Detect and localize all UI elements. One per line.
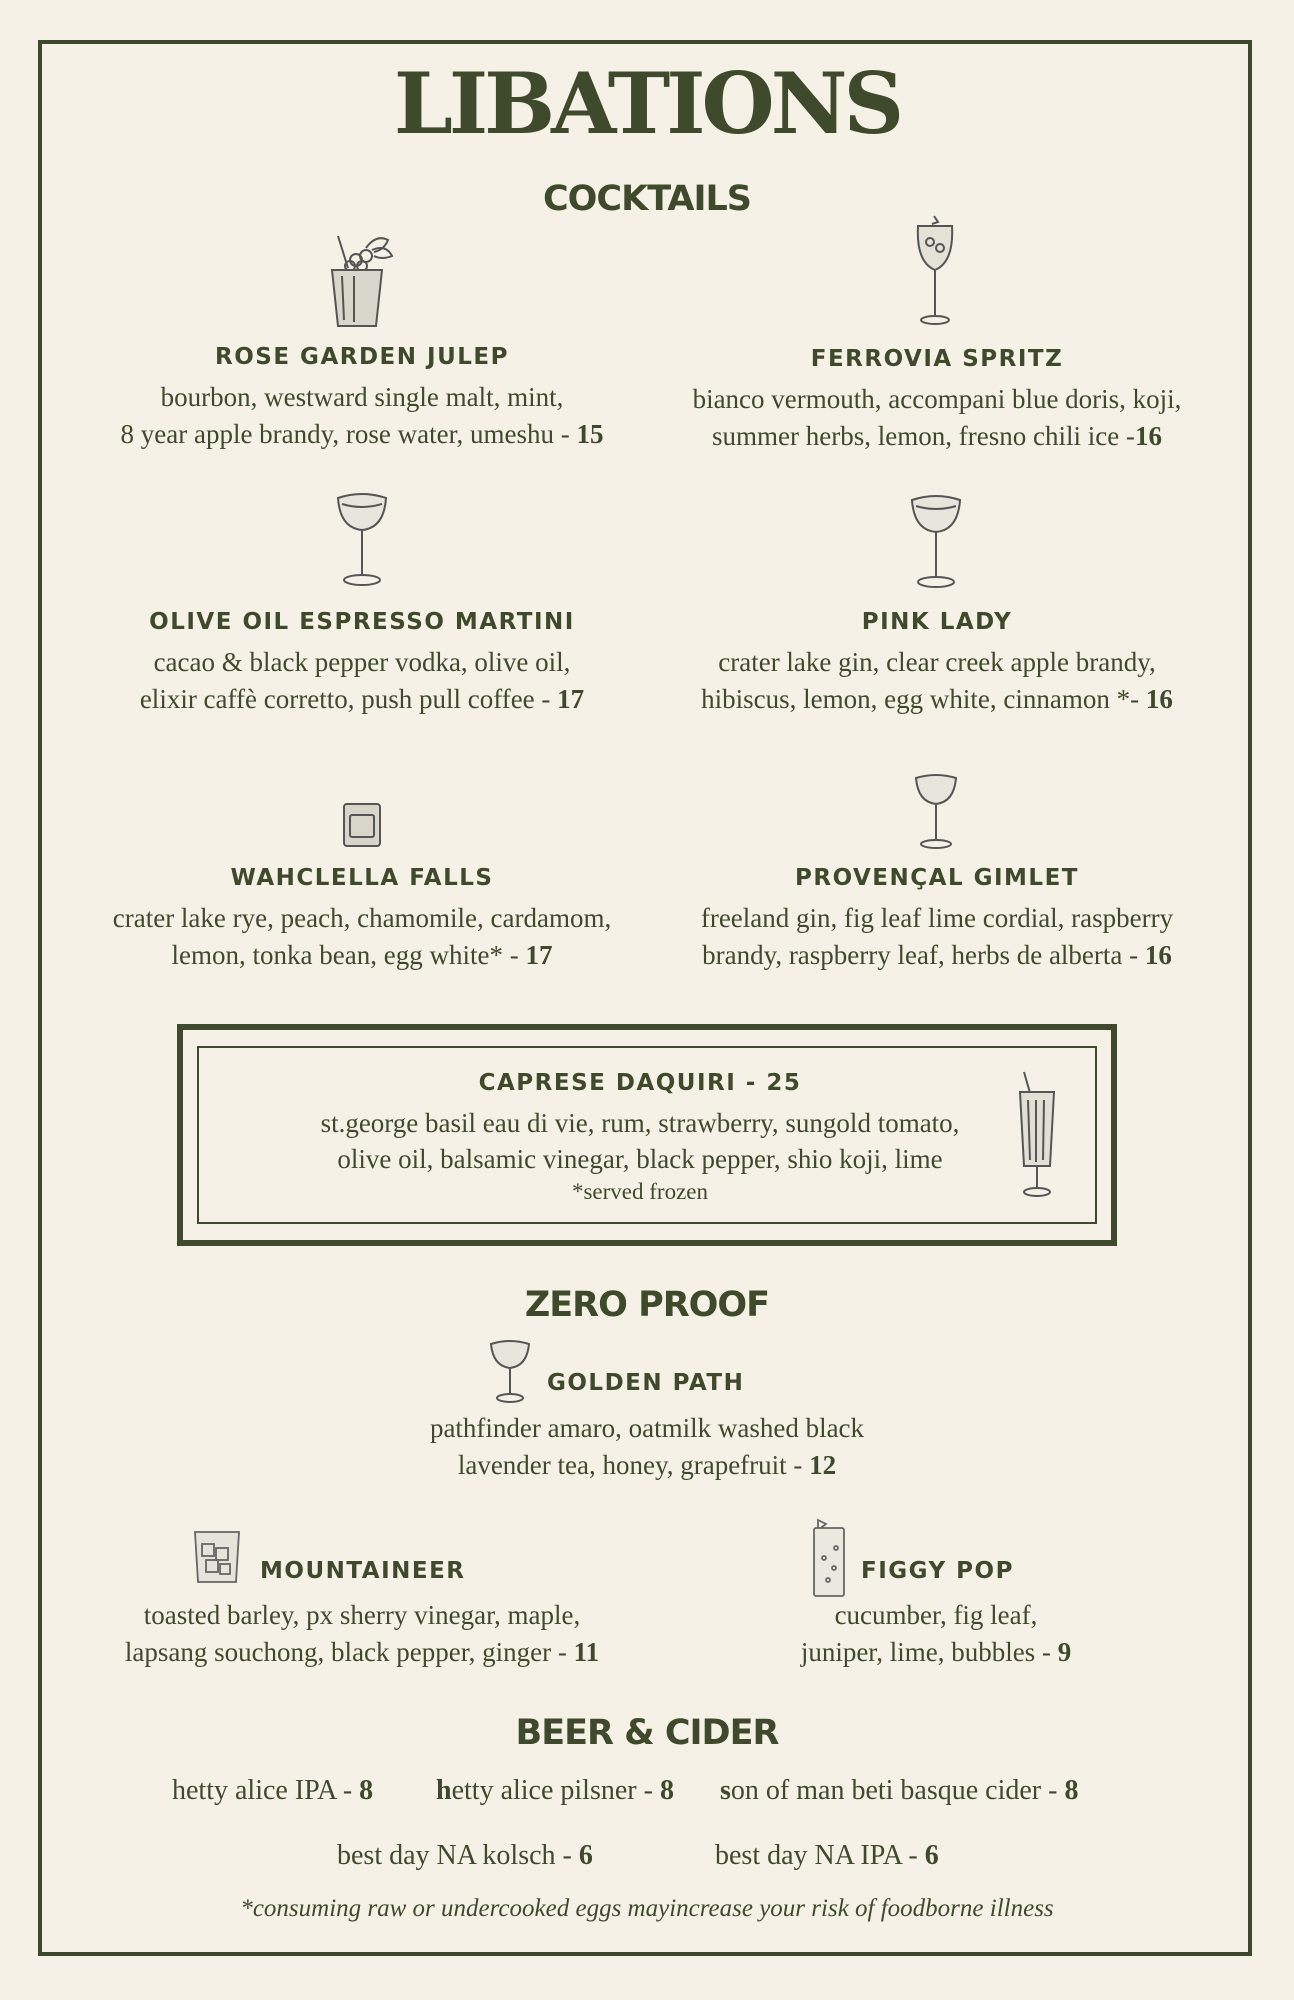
menu-item-golden-path: [347, 1400, 947, 1484]
drink-description: freeland gin, fig leaf lime cordial, raspberry brandy, raspberry leaf, herbs de alberta - 16: [700, 903, 1174, 970]
beer-item: best day NA IPA - 6: [715, 1840, 939, 1871]
drink-price: 17: [557, 684, 585, 714]
menu-item-ferrovia-spritz: [637, 348, 1237, 455]
drink-name: PINK LADY: [861, 609, 1013, 635]
drink-name: GOLDEN PATH: [547, 1370, 745, 1396]
drink-price: 16: [1145, 684, 1173, 714]
drink-price: 16: [1144, 940, 1172, 970]
drink-name: MOUNTAINEER: [260, 1558, 466, 1584]
drink-description: cacao & black pepper vodka, olive oil, elixir caffè corretto, push pull coffee - 17: [139, 647, 585, 714]
beer-cider-heading: BEER & CIDER: [515, 1713, 779, 1753]
menu-item-figgy-pop: [636, 1587, 1236, 1671]
raw-egg-disclaimer: *consuming raw or undercooked eggs mayincrease your risk of foodborne illness: [240, 1895, 1054, 1922]
drink-description: crater lake rye, peach, chamomile, cardamom, lemon, tonka bean, egg white* - 17: [112, 903, 612, 970]
drink-description: bianco vermouth, accompani blue doris, koji, summer herbs, lemon, fresno chili ice -16: [692, 384, 1182, 451]
drink-name: FERROVIA SPRITZ: [810, 346, 1064, 372]
drink-name: WAHCLELLA FALLS: [230, 865, 494, 891]
drink-name: PROVENÇAL GIMLET: [795, 865, 1079, 891]
drink-description: st.george basil eau di vie, rum, strawberry, sungold tomato, olive oil, balsamic vinegar, black pepper, shio koji, lime: [320, 1108, 960, 1174]
drink-price: 15: [576, 419, 604, 449]
drink-description: toasted barley, px sherry vinegar, maple, lapsang souchong, black pepper, ginger - 11: [124, 1600, 600, 1667]
drink-name: CAPRESE DAQUIRI - 25: [478, 1070, 802, 1096]
menu-item-rose-garden-julep: [62, 346, 662, 453]
menu-item-mountaineer: [62, 1587, 662, 1671]
drink-price: 11: [573, 1637, 600, 1667]
drink-name: OLIVE OIL ESPRESSO MARTINI: [149, 609, 575, 635]
zero-proof-heading: ZERO PROOF: [524, 1285, 770, 1325]
beer-item: son of man beti basque cider - 8: [720, 1775, 1079, 1806]
coupe-glass-icon: [908, 490, 964, 592]
drink-description: cucumber, fig leaf, juniper, lime, bubbles - 9: [800, 1600, 1072, 1667]
coupe-glass-icon: [912, 770, 960, 852]
cocktails-heading: COCKTAILS: [542, 179, 752, 219]
menu-item-pink-lady: [637, 611, 1237, 718]
drink-name: ROSE GARDEN JULEP: [215, 344, 509, 370]
drink-price: 17: [525, 940, 553, 970]
beer-item: best day NA kolsch - 6: [337, 1840, 593, 1871]
beer-item: hetty alice IPA - 8: [172, 1775, 374, 1806]
rocks-glass-icon: [341, 801, 383, 849]
menu-item-wahclella-falls: [62, 867, 662, 974]
menu-item-provencal-gimlet: [637, 867, 1237, 974]
drink-description: bourbon, westward single malt, mint, 8 year apple brandy, rose water, umeshu - 15: [120, 382, 604, 449]
drink-description: crater lake gin, clear creek apple brandy, hibiscus, lemon, egg white, cinnamon *- 16: [701, 647, 1173, 714]
ice-rocks-glass-icon: [192, 1526, 242, 1586]
drink-price: 9: [1057, 1637, 1072, 1667]
drink-price: 16: [1134, 421, 1162, 451]
menu-title: LIBATIONS: [393, 54, 901, 153]
drink-price: 12: [809, 1450, 837, 1480]
wine-glass-icon: [912, 212, 958, 328]
menu-item-olive-oil-espresso-martini: [62, 611, 662, 718]
drink-name: FIGGY POP: [861, 1558, 1014, 1584]
julep-cup-icon: [318, 228, 402, 334]
served-frozen-note: *served frozen: [571, 1179, 708, 1204]
beer-item: hetty alice pilsner - 8: [436, 1775, 674, 1806]
menu-item-caprese-daquiri: [200, 1072, 1080, 1205]
coupe-glass-icon: [334, 488, 390, 590]
coupe-glass-icon: [488, 1338, 532, 1404]
drink-description: pathfinder amaro, oatmilk washed black lavender tea, honey, grapefruit - 12: [429, 1413, 865, 1480]
